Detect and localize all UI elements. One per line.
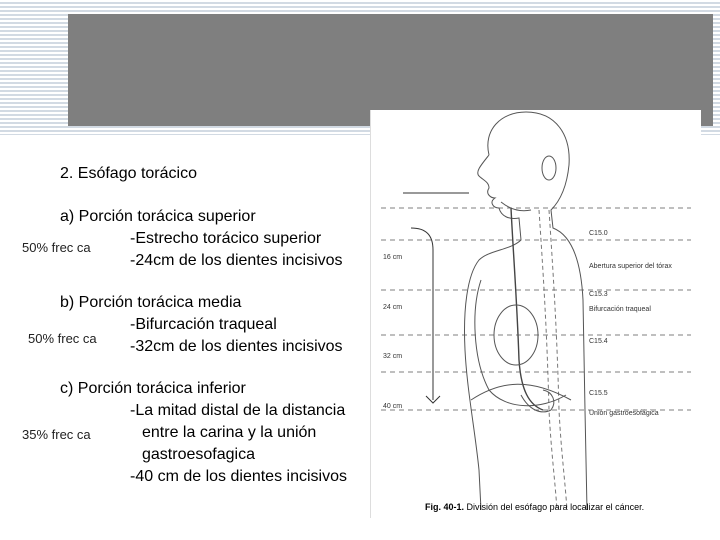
section-a-heading: a) Porción torácica superior: [60, 208, 256, 225]
anatomy-figure: [370, 110, 701, 518]
level-label: Bifurcación traqueal: [589, 306, 651, 313]
level-label: Abertura superior del tórax: [589, 263, 672, 270]
section-c-heading: c) Porción torácica inferior: [60, 380, 246, 397]
distance-label: 16 cm: [383, 254, 403, 261]
section-c-line: -La mitad distal de la distancia: [130, 402, 346, 419]
section-a-frequency: 50% frec ca: [22, 240, 91, 255]
distance-label: 40 cm: [383, 403, 403, 410]
level-label: C15.0: [589, 230, 608, 237]
section-c-frequency: 35% frec ca: [22, 427, 91, 442]
section-title: 2. Esófago torácico: [60, 165, 197, 182]
level-label: C15.5: [589, 390, 608, 397]
level-label: C15.4: [589, 338, 608, 345]
level-label: Unión gastroesofágica: [589, 410, 659, 417]
section-b-line: -32cm de los dientes incisivos: [130, 338, 343, 355]
section-c-line: gastroesofagica: [142, 446, 255, 463]
section-a-line: -Estrecho torácico superior: [130, 230, 322, 247]
section-b-line: -Bifurcación traqueal: [130, 316, 277, 333]
level-label: C15.3: [589, 291, 608, 298]
esophagus-diagram: [371, 110, 701, 518]
section-c-line: -40 cm de los dientes incisivos: [130, 468, 347, 485]
section-b-heading: b) Porción torácica media: [60, 294, 242, 311]
caption-text: División del esófago para localizar el cáncer.: [466, 502, 645, 512]
section-b-frequency: 50% frec ca: [28, 331, 97, 346]
section-c-line: entre la carina y la unión: [142, 424, 317, 441]
section-a-line: -24cm de los dientes incisivos: [130, 252, 343, 269]
distance-label: 24 cm: [383, 304, 403, 311]
caption-number: Fig. 40-1.: [425, 502, 465, 512]
figure-caption: [425, 502, 644, 512]
distance-label: 32 cm: [383, 353, 403, 360]
